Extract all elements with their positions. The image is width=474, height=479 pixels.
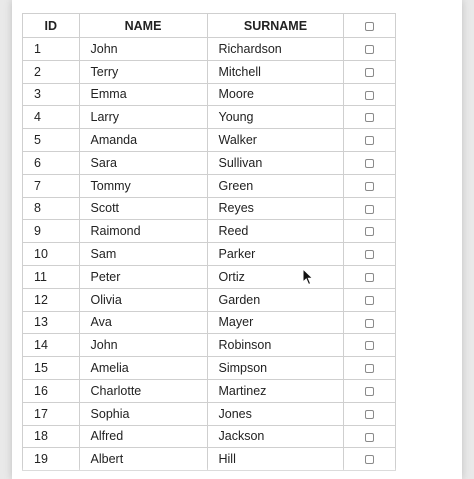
cell-name: John xyxy=(79,334,207,357)
cell-select xyxy=(344,106,396,129)
cell-name: Amelia xyxy=(79,357,207,380)
cell-surname: Richardson xyxy=(207,38,344,61)
table-row[interactable] xyxy=(23,151,396,174)
table-row[interactable] xyxy=(23,243,396,266)
row-checkbox[interactable] xyxy=(365,68,374,77)
header-select-cell xyxy=(344,14,396,38)
table-row[interactable] xyxy=(23,220,396,243)
cell-id: 12 xyxy=(23,288,80,311)
row-checkbox[interactable] xyxy=(365,433,374,442)
table-row[interactable] xyxy=(23,357,396,380)
cell-surname: Ortiz xyxy=(207,265,344,288)
cell-id: 14 xyxy=(23,334,80,357)
scroll-fade xyxy=(12,467,462,479)
cell-id: 4 xyxy=(23,106,80,129)
cell-select xyxy=(344,357,396,380)
cell-name: John xyxy=(79,38,207,61)
cell-name: Raimond xyxy=(79,220,207,243)
cell-surname: Parker xyxy=(207,243,344,266)
row-checkbox[interactable] xyxy=(365,182,374,191)
cell-id: 13 xyxy=(23,311,80,334)
table-row[interactable] xyxy=(23,265,396,288)
row-checkbox[interactable] xyxy=(365,387,374,396)
row-checkbox[interactable] xyxy=(365,273,374,282)
table-row[interactable] xyxy=(23,38,396,61)
row-checkbox[interactable] xyxy=(365,455,374,464)
cell-surname: Jones xyxy=(207,402,344,425)
cell-select xyxy=(344,197,396,220)
table-row[interactable] xyxy=(23,425,396,448)
row-checkbox[interactable] xyxy=(365,113,374,122)
cell-surname: Reed xyxy=(207,220,344,243)
cell-select xyxy=(344,243,396,266)
cell-name: Sara xyxy=(79,151,207,174)
cell-id: 19 xyxy=(23,448,80,471)
row-checkbox[interactable] xyxy=(365,364,374,373)
cell-name: Olivia xyxy=(79,288,207,311)
table-row[interactable] xyxy=(23,60,396,83)
cell-surname: Simpson xyxy=(207,357,344,380)
cell-name: Alfred xyxy=(79,425,207,448)
cell-surname: Hill xyxy=(207,448,344,471)
cell-id: 11 xyxy=(23,265,80,288)
cell-id: 6 xyxy=(23,151,80,174)
people-table xyxy=(22,13,396,471)
cell-surname: Reyes xyxy=(207,197,344,220)
cell-name: Scott xyxy=(79,197,207,220)
row-checkbox[interactable] xyxy=(365,136,374,145)
cell-id: 10 xyxy=(23,243,80,266)
cell-name: Sam xyxy=(79,243,207,266)
cell-id: 2 xyxy=(23,60,80,83)
cell-name: Larry xyxy=(79,106,207,129)
cell-select xyxy=(344,38,396,61)
cell-name: Albert xyxy=(79,448,207,471)
cell-id: 8 xyxy=(23,197,80,220)
table-row[interactable] xyxy=(23,106,396,129)
cell-id: 16 xyxy=(23,379,80,402)
cell-select xyxy=(344,151,396,174)
cell-surname: Young xyxy=(207,106,344,129)
cell-name: Emma xyxy=(79,83,207,106)
cell-select xyxy=(344,60,396,83)
row-checkbox[interactable] xyxy=(365,250,374,259)
table-body xyxy=(23,38,396,471)
cell-surname: Jackson xyxy=(207,425,344,448)
cell-surname: Martinez xyxy=(207,379,344,402)
cell-surname: Walker xyxy=(207,129,344,152)
cell-select xyxy=(344,425,396,448)
table-row[interactable] xyxy=(23,174,396,197)
cell-select xyxy=(344,129,396,152)
cell-select xyxy=(344,311,396,334)
table-row[interactable] xyxy=(23,402,396,425)
table-row[interactable] xyxy=(23,288,396,311)
cell-name: Sophia xyxy=(79,402,207,425)
row-checkbox[interactable] xyxy=(365,319,374,328)
cell-id: 7 xyxy=(23,174,80,197)
table-row[interactable] xyxy=(23,197,396,220)
table-row[interactable] xyxy=(23,129,396,152)
cell-surname: Garden xyxy=(207,288,344,311)
table-row[interactable] xyxy=(23,334,396,357)
select-all-checkbox[interactable] xyxy=(365,22,374,31)
cell-id: 18 xyxy=(23,425,80,448)
table-row[interactable] xyxy=(23,311,396,334)
cell-select xyxy=(344,379,396,402)
cell-surname: Mayer xyxy=(207,311,344,334)
row-checkbox[interactable] xyxy=(365,410,374,419)
cell-select xyxy=(344,402,396,425)
cell-surname: Sullivan xyxy=(207,151,344,174)
table-row[interactable] xyxy=(23,379,396,402)
header-surname[interactable]: SURNAME xyxy=(207,14,344,38)
cell-name: Ava xyxy=(79,311,207,334)
cell-id: 9 xyxy=(23,220,80,243)
row-checkbox[interactable] xyxy=(365,91,374,100)
row-checkbox[interactable] xyxy=(365,45,374,54)
cell-name: Charlotte xyxy=(79,379,207,402)
cell-name: Tommy xyxy=(79,174,207,197)
cell-select xyxy=(344,220,396,243)
cell-name: Peter xyxy=(79,265,207,288)
table-row[interactable] xyxy=(23,83,396,106)
cell-select xyxy=(344,174,396,197)
cell-select xyxy=(344,288,396,311)
table-panel xyxy=(12,0,462,479)
cell-select xyxy=(344,334,396,357)
row-checkbox[interactable] xyxy=(365,205,374,214)
cell-id: 5 xyxy=(23,129,80,152)
header-id[interactable]: ID xyxy=(23,14,80,38)
cell-surname: Mitchell xyxy=(207,60,344,83)
cell-surname: Green xyxy=(207,174,344,197)
cell-select xyxy=(344,265,396,288)
row-checkbox[interactable] xyxy=(365,341,374,350)
cell-name: Amanda xyxy=(79,129,207,152)
mouse-pointer-icon xyxy=(302,268,316,286)
cell-surname: Moore xyxy=(207,83,344,106)
row-checkbox[interactable] xyxy=(365,159,374,168)
cell-name: Terry xyxy=(79,60,207,83)
cell-id: 1 xyxy=(23,38,80,61)
header-name[interactable]: NAME xyxy=(79,14,207,38)
row-checkbox[interactable] xyxy=(365,227,374,236)
table-header-row xyxy=(23,14,396,38)
row-checkbox[interactable] xyxy=(365,296,374,305)
cell-surname: Robinson xyxy=(207,334,344,357)
cell-select xyxy=(344,83,396,106)
cell-id: 15 xyxy=(23,357,80,380)
cell-id: 3 xyxy=(23,83,80,106)
cell-id: 17 xyxy=(23,402,80,425)
